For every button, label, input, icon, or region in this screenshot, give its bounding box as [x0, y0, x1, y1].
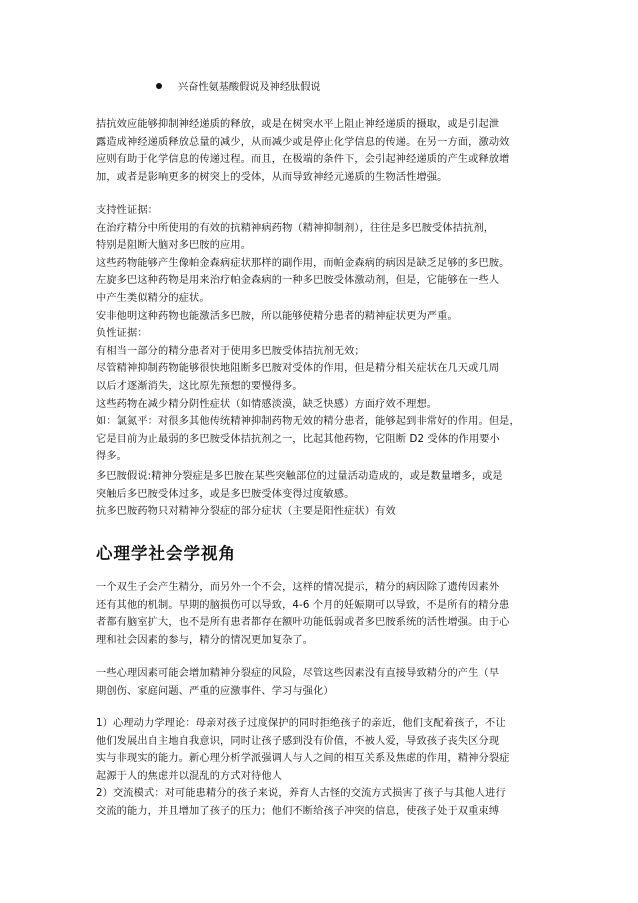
paragraph-1	[96, 116, 546, 186]
text-line: 突触后多巴胺受体过多，或是多巴胺受体变得过度敏感。	[96, 488, 355, 500]
text-line: 负性证据：	[96, 328, 148, 340]
text-line: 期创伤、家庭问题、严重的应激事件、学习与强化）	[96, 685, 334, 697]
text-line: 2）交流模式：对可能患精分的孩子来说，养育人古怪的交流方式损害了孩子与其他人进行	[96, 788, 506, 800]
text-line: 尽管精神抑制药物能够很快地阻断多巴胺对受体的作用，但是精分相关症状在几天或几周	[96, 363, 500, 375]
paragraph-4	[96, 579, 546, 649]
bullet-icon	[156, 83, 162, 89]
text-line: 特别是阻断大脑对多巴胺的应用。	[96, 240, 252, 252]
text-line: 以后才逐渐消失，这比原先预想的要慢得多。	[96, 380, 303, 392]
text-line: 理和社会因素的参与，精分的情况更加复杂了。	[96, 634, 314, 646]
text-line: 者都有脑室扩大，也不是所有患者都存在额叶功能低弱或者多巴胺系统的活性增强。由于心	[96, 617, 510, 629]
text-line: 多巴胺假说:精神分裂症是多巴胺在某些突触部位的过量活动造成的，或是数量增多，或是	[96, 471, 503, 482]
text-line: 这些药物能够产生像帕金森病症状那样的副作用，而帕金森病的病因是缺乏足够的多巴胺。	[96, 257, 510, 269]
text-line: 在治疗精分中所使用的有效的抗精神病药物（精神抑制剂），往往是多巴胺受体拮抗剂，	[96, 222, 495, 234]
bullet-item	[156, 79, 321, 97]
text-line: 得多。	[96, 451, 128, 463]
text-line: 一些心理因素可能会增加精神分裂症的风险，尽管这些因素没有直接导致精分的产生（早	[96, 668, 500, 679]
text-line: 还有其他的机制。早期的脑损伤可以导致，4-6 个月的妊娠期可以导致，不是所有的精分患	[96, 599, 510, 611]
text-line: 露造成神经递质释放总量的减少，从而减少或是停止化学信息的传递。在另一方面，激动效	[96, 136, 510, 148]
paragraph-5	[96, 665, 546, 700]
text-line: 抗多巴胺药物只对精神分裂症的部分症状（主要是阳性症状）有效	[96, 506, 396, 518]
text-line: 交流的能力，并且增加了孩子的压力；他们不断给孩子冲突的信息，使孩子处于双重束缚	[96, 805, 500, 817]
paragraph-3	[96, 468, 546, 521]
text-line: 加，或者是影响更多的树突上的受体，从而导致神经元递质的生物活性增强。	[96, 171, 448, 183]
bullet-text: 兴奋性氨基酸假说及神经肽假说	[178, 82, 321, 93]
text-line: 安非他明这种药物也能激活多巴胺，所以能够使精分患者的精神症状更为严重。	[96, 310, 458, 322]
text-line: 1）心理动力学理论：母亲对孩子过度保护的同时拒绝孩子的亲近，他们支配着孩子，不让	[96, 718, 506, 729]
text-line: 左旋多巴这种药物是用来治疗帕金森病的一种多巴胺受体激动剂，但是，它能够在一些人	[96, 275, 500, 287]
paragraph-2	[96, 202, 546, 466]
text-line: 中产生类似精分的症状。	[96, 292, 210, 304]
section-heading: 心理学社会学视角	[96, 544, 236, 563]
text-line: 有相当一部分的精分患者对于使用多巴胺受体拮抗剂无效；	[96, 345, 365, 357]
text-line: 一个双生子会产生精分，而另外一个不会，这样的情况提示，精分的病因除了遗传因素外	[96, 582, 500, 593]
text-line: 这些药物在减少精分阴性症状（如情感淡漠，缺乏快感）方面疗效不理想。	[96, 398, 438, 410]
paragraph-6	[96, 715, 546, 821]
text-line: 应则有助于化学信息的传递过程。而且，在极端的条件下，会引起神经递质的产生或释放增	[96, 154, 510, 166]
text-line: 如：氯氮平：对很多其他传统精神抑制药物无效的精分患者，能够起到非常好的作用。但是，	[96, 416, 520, 428]
text-line: 实与非现实的能力。新心理分析学派强调人与人之间的相互关系及焦虑的作用，精神分裂症	[96, 753, 510, 765]
text-line: 他们发展出自主地自我意识，同时让孩子感到没有价值，不被人爱，导致孩子丧失区分现	[96, 735, 500, 747]
text-line: 起源于人的焦虑并以混乱的方式对待他人	[96, 770, 283, 782]
text-line: 拮抗效应能够抑制神经递质的释放，或是在树突水平上阻止神经递质的摄取，或是引起泄	[96, 119, 500, 130]
text-line: 支持性证据：	[96, 205, 159, 216]
text-line: 它是目前为止最弱的多巴胺受体拮抗剂之一，比起其他药物，它阻断 D2 受体的作用要小	[96, 433, 500, 445]
